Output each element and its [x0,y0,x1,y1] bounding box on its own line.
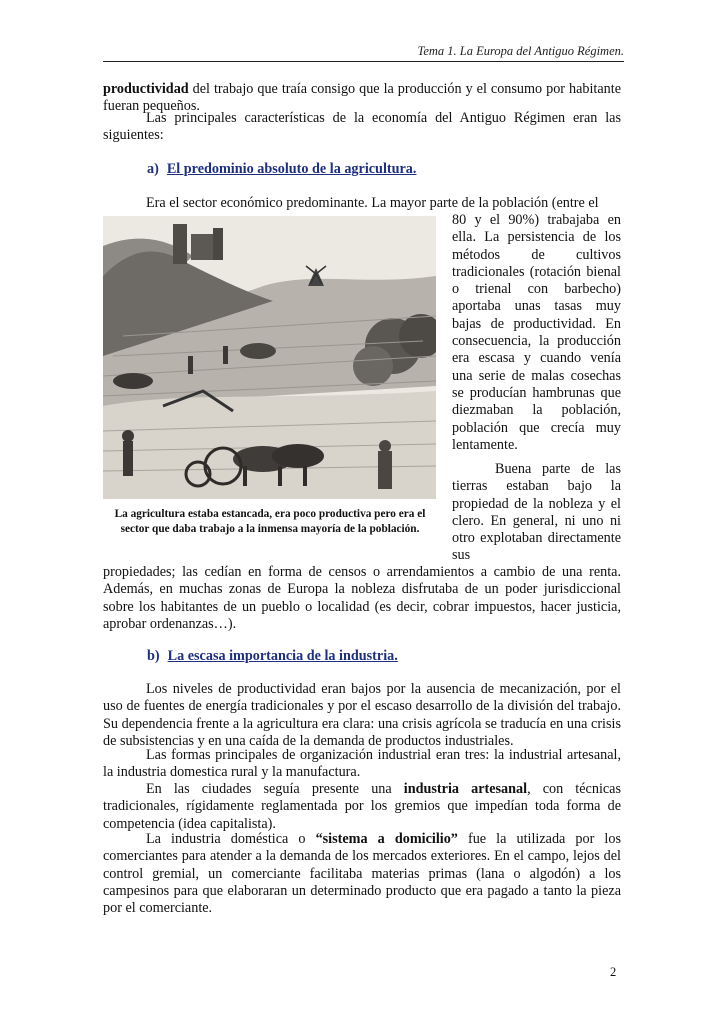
running-header: Tema 1. La Europa del Antiguo Régimen. [103,44,624,62]
intro-paragraph-2: Las principales características de la economía del Antiguo Régimen eran las siguientes: [103,110,621,144]
section-b-paragraph-3 [103,781,621,833]
figure-caption: La agricultura estaba estancada, era poco productiva pero era el sector que daba trabajo a la inmensa mayoría de la población. [114,508,426,535]
section-b-marker: b) [147,648,160,664]
section-a-column-text: 80 y el 90%) trabajaba en ella. La persistencia de los métodos de cultivos tradicionales (rotación bienal o trienal con barbecho) aportaba unas tasas muy bajas de productividad. En consecuencia, la producción era escasa y cuando venía una serie de malas cosechas se producían hambrunas que diezmaban la población, población que crecía muy lentamente. [452,212,621,453]
section-a-heading [147,161,416,178]
p3-text-b: , con técnicas tradicionales, rígidamente reglamentada por los gremios que impedían toda forma de competencia (idea capitalista). [103,781,621,832]
engraving-illustration [103,216,436,499]
section-a-tail-text: propiedades; las cedían en forma de censos o arrendamientos a cambio de una renta. Además, en muchas zonas de Europa la nobleza disfrutaba de un poder jurisdiccional sobre los habitantes de un pueblo o localidad (es decir, cobrar impuestos, hacer justicia, aprobar ordenanzas…). [103,564,621,632]
p4-bold-term: “sistema a domicilio” [315,831,458,847]
section-b-paragraph-4 [103,831,621,917]
section-a-title: El predominio absoluto de la agricultura. [166,161,417,177]
section-b-paragraph-2: Las formas principales de organización industrial eran tres: la industrial artesanal, la industria domestica rural y la manufactura. [103,747,621,781]
section-b-heading [147,648,398,665]
intro-bold-term: productividad [103,81,189,97]
section-a-marker: a) [147,161,159,177]
section-a-column-text-2: Buena parte de las tierras estaban bajo la propiedad de la nobleza y el clero. En general, ni uno ni otro explotaban directamente sus [452,461,621,564]
page-number: 2 [610,965,617,979]
agriculture-engraving-image [103,216,436,499]
section-b-paragraph-1: Los niveles de productividad eran bajos por la ausencia de mecanización, por el uso de fuentes de energía tradicionales y por el escaso desarrollo de la división del trabajo. Su dependencia frente a la agricultura era clara: una crisis agrícola se traducía en una crisis de subsistencias y en una caída de la demanda de productos industriales. [103,681,621,749]
p4-text-a: La industria doméstica o [146,831,316,847]
intro-text: del trabajo que traía consigo que la producción y el consumo por habitante fueran pequeños. [103,81,621,115]
p3-text-a: En las ciudades seguía presente una [146,781,404,797]
section-a-lead: Era el sector económico predominante. La mayor parte de la población (entre el [146,195,599,211]
p3-bold-term: industria artesanal [403,781,528,797]
p4-text-b: fue la utilizada por los comerciantes para atender a la demanda de los mercados exteriores. En el campo, lejos del control gremial, un comerciante facilitaba materias primas (lana o algodón) a los campesinos para que elaboraran un determinado producto que era pagado a tanto la pieza por el comerciante. [103,831,621,917]
section-b-title: La escasa importancia de la industria. [167,648,398,664]
